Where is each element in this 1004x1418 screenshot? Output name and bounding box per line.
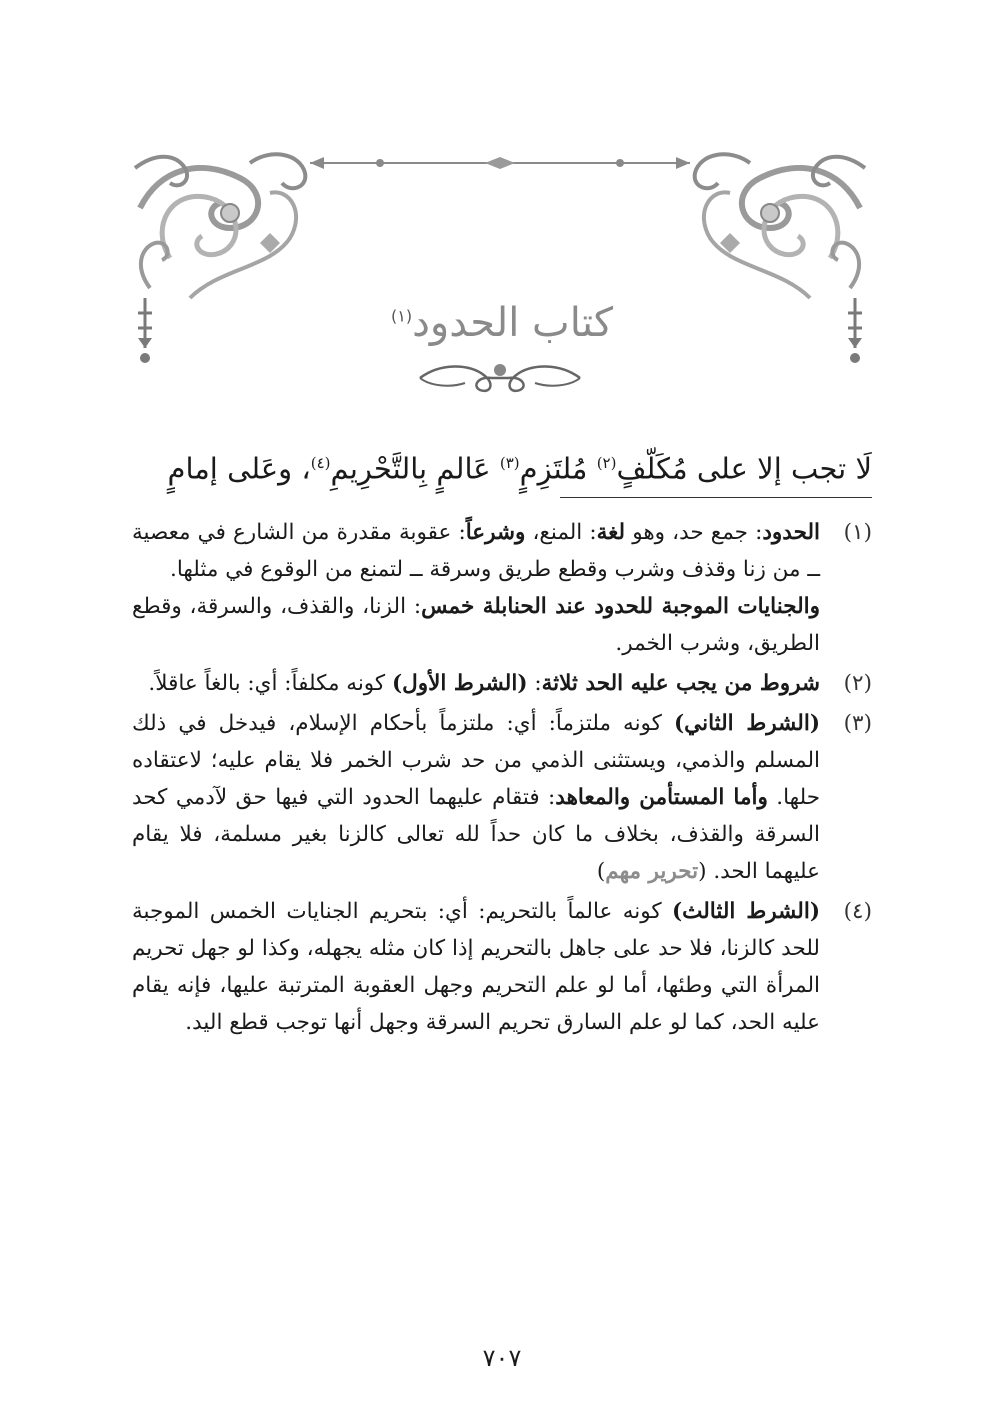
footnote-body [132,705,820,890]
main-text-line [132,440,872,492]
footnote-body [132,514,820,662]
footnote-4 [132,893,872,1041]
chapter-title [0,300,1004,346]
footnote-paragraph [132,588,820,662]
footnote-1 [132,514,872,662]
footnote-text: ) [596,859,606,884]
footnote-separator [560,497,872,498]
bold-term: وأما المستأمن والمعاهد [555,785,768,810]
footnote-text: : عقوبة مقدرة من الشارع في معصية ــ من زنا وقذف وشرب وقطع طريق وسرقة ــ لتمنع من الوقوع في مثلها. [132,520,820,582]
footnote-number: (٢) [843,671,872,696]
footnote-text: : المنع، [525,520,597,545]
footnote-text: : الزنا، والقذف، والسرقة، وقطع الطريق، وشرب الخمر. [132,594,820,656]
bold-term: شروط من يجب عليه الحد ثلاثة [541,671,820,696]
bold-term: (الشرط الثالث) [671,899,820,924]
footnote-text: : [527,671,542,696]
main-text-part: ، وعَلى إمامٍ [167,451,311,486]
bold-term: (الشرط الأول) [391,671,528,696]
footnote-body [132,665,820,702]
footnote-text: : فتقام عليهما الحدود التي فيها حق لآدمي كحد السرقة والقذف، بخلاف ما كان حداً لله تعالى كالزنا بغير مسلمة، فلا يقام عليهما الحد. ( [132,785,820,884]
footnote-text: كونه مكلفاً: أي: بالغاً عاقلاً. [148,671,392,696]
footnote-text: كونه عالماً بالتحريم: أي: بتحريم الجنايات الخمس الموجبة للحد كالزنا، فلا حد على جاهل بالتحريم إذا كان مثله يجهله، وكذا لو جهل تحريم المرأة التي وطئها، أما لو علم التحريم وجهل العقوبة المترتبة عليها، فإنه يقام عليه الحد، كما لو علم السارق تحريم السرقة وجهل أنها توجب قطع اليد. [132,899,820,1035]
footnote-2 [132,665,872,702]
footnote-text: : جمع حد، وهو [625,520,763,545]
page-number: ٧٠٧ [482,1344,522,1372]
bold-term: (الشرط الثاني) [674,711,821,736]
bold-term: وشرعاً [465,520,526,545]
main-text-part: عَالمٍ بِالتَّحْرِيمِ [330,451,500,486]
main-text-part: لَا تجب إلا على مُكَلّفٍ [616,451,872,486]
footnote-ref: (٢) [596,454,617,472]
footnote-number: (١) [843,520,872,545]
chapter-footnote-ref: (١) [390,306,413,326]
bold-term: والجنايات الموجبة للحدود عند الحنابلة خمس [421,594,821,619]
chapter-title-text: كتاب الحدود [412,300,613,346]
footnote-number: (٤) [843,899,872,924]
bold-term: لغة [596,520,626,545]
footnotes [132,514,872,1044]
footnote-paragraph [132,514,820,588]
footnote-ref: (٤) [310,454,331,472]
footnote-text: كونه ملتزماً: أي: ملتزماً بأحكام الإسلام، فيدخل في ذلك المسلم والذمي، ويستثنى الذمي من حد شرب الخمر فلا يقام عليه؛ لاعتقاده حلها. [132,711,820,810]
footnote-body [132,893,820,1041]
footnote-ref: (٣) [499,454,520,472]
main-text-part: مُلتَزِمٍ [519,451,597,486]
footnote-3 [132,705,872,890]
footnote-number: (٣) [843,711,872,736]
important-note: تحرير مهم [605,859,699,884]
ornamental-header-frame [130,148,870,408]
bold-term: الحدود [762,520,820,545]
